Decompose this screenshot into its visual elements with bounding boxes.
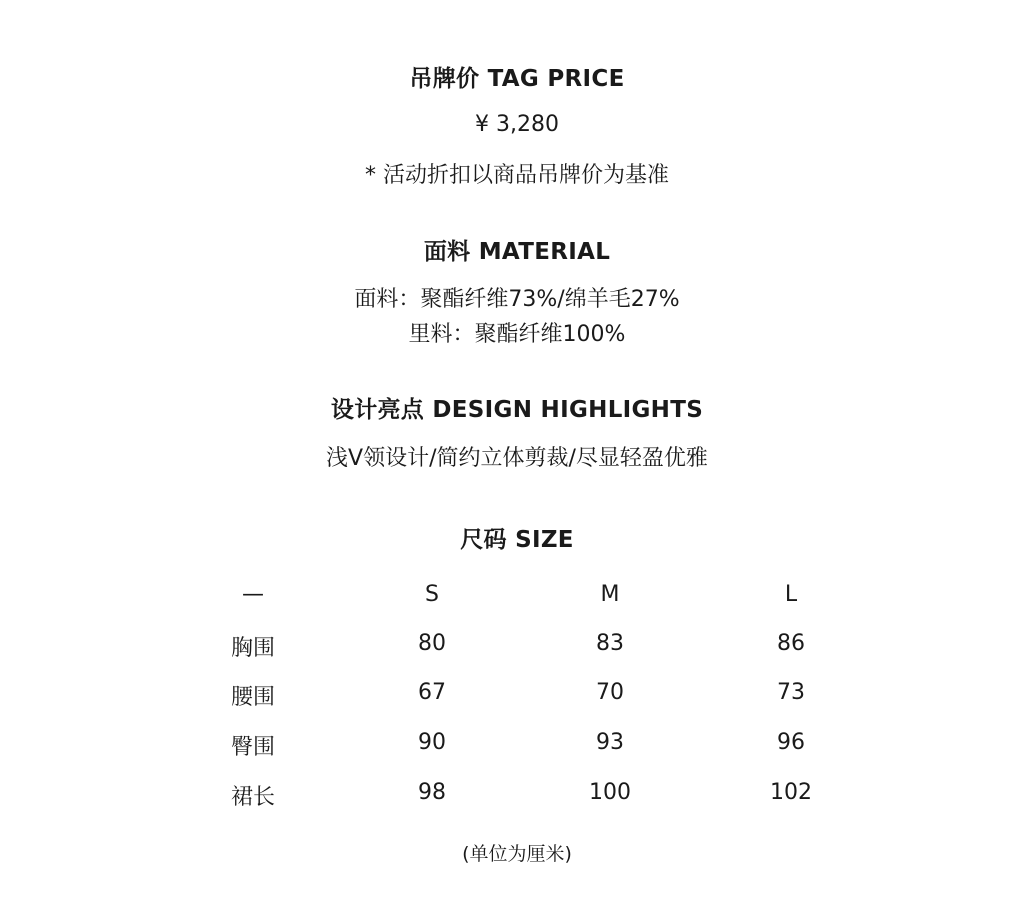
table-row-label: 裙长 bbox=[230, 785, 276, 810]
table-row-label: 胸围 bbox=[230, 636, 276, 661]
table-cell: 93 bbox=[596, 730, 624, 755]
table-cell: 100 bbox=[589, 780, 631, 805]
table-cell: 86 bbox=[777, 631, 805, 656]
design-heading: 设计亮点 DESIGN HIGHLIGHTS bbox=[330, 397, 704, 423]
material-lining: 里料：聚酯纤维100% bbox=[408, 322, 626, 347]
material-heading: 面料 MATERIAL bbox=[423, 239, 611, 265]
table-row-label: 臀围 bbox=[230, 735, 276, 760]
table-cell: 96 bbox=[777, 730, 805, 755]
table-row-label: 腰围 bbox=[230, 685, 276, 710]
design-text: 浅V领设计/简约立体剪裁/尽显轻盈优雅 bbox=[326, 446, 708, 471]
tag-price-note: * 活动折扣以商品吊牌价为基准 bbox=[365, 163, 669, 188]
table-cell: 73 bbox=[777, 680, 805, 705]
material-fabric: 面料：聚酯纤维73%/绵羊毛27% bbox=[354, 287, 680, 312]
tag-price-heading: 吊牌价 TAG PRICE bbox=[409, 66, 625, 92]
tag-price-value: ¥ 3,280 bbox=[475, 112, 559, 137]
size-header-dash: — bbox=[242, 582, 264, 607]
size-unit-note: (单位为厘米) bbox=[462, 843, 572, 865]
size-header-l: L bbox=[784, 582, 798, 607]
table-cell: 67 bbox=[418, 680, 446, 705]
size-header-m: M bbox=[600, 582, 620, 607]
table-cell: 98 bbox=[418, 780, 446, 805]
table-cell: 90 bbox=[418, 730, 446, 755]
table-cell: 102 bbox=[770, 780, 812, 805]
table-cell: 83 bbox=[596, 631, 624, 656]
table-cell: 80 bbox=[418, 631, 446, 656]
size-heading: 尺码 SIZE bbox=[460, 527, 574, 553]
size-header-s: S bbox=[425, 582, 439, 607]
table-cell: 70 bbox=[596, 680, 624, 705]
